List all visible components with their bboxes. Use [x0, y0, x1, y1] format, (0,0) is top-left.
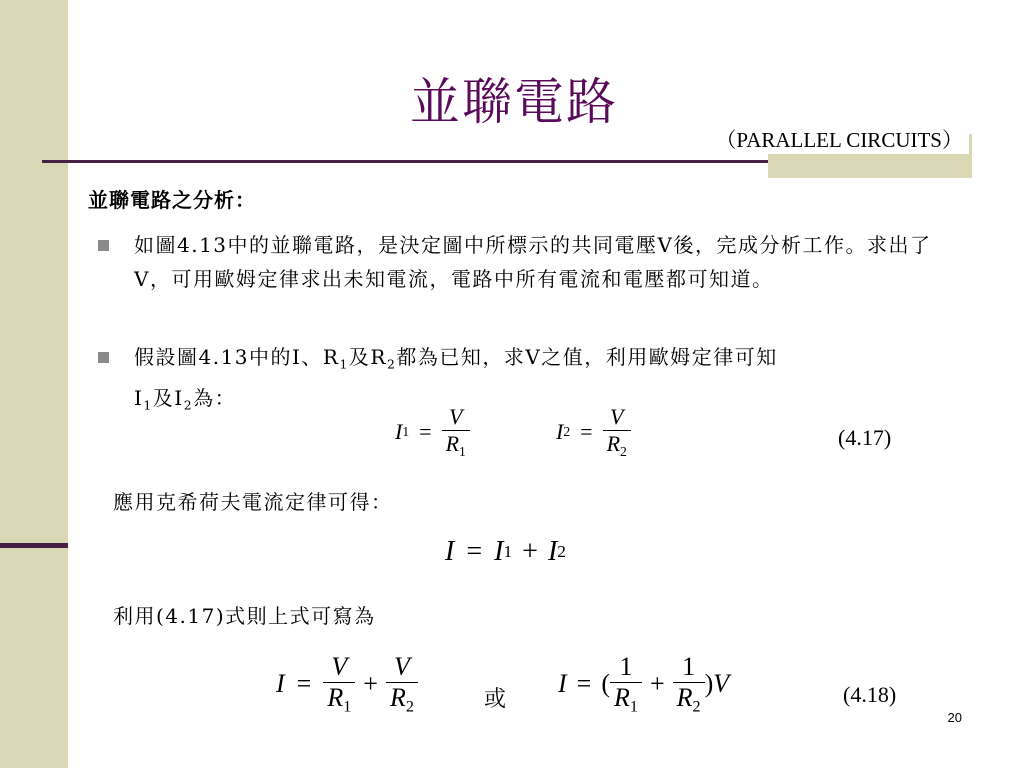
slide-subtitle: （PARALLEL CIRCUITS） — [709, 124, 969, 154]
equation-number-4-18: (4.18) — [843, 682, 897, 707]
equation-4-18-left: I = $\frac{V}{R_1}$ + $\frac{V}{R_2}$ — [276, 652, 418, 717]
equation-4-18-right: I = ( $\frac{1}{R_1}$ + $\frac{1}{R_2}$ ) V — [558, 652, 730, 716]
rewrite-description: 利用(4.17)式則上式可寫為 — [113, 604, 376, 628]
bullet-text: 如圖4.13中的並聯電路，是決定圖中所標示的共同電壓V後，完成分析工作。求出了V，可用歐姆定律求出未知電流，電路中所有電流和電壓都可知道。 — [134, 233, 932, 291]
section-heading: 並聯電路之分析： — [88, 188, 256, 212]
slide-number: 20 — [947, 710, 962, 725]
bullet-item-2 — [98, 340, 958, 423]
slide-title: 並聯電路 — [410, 73, 618, 131]
kcl-description: 應用克希荷夫電流定律可得： — [113, 490, 393, 514]
equation-4-17-left: I 1 = $\frac{V}{R_1}$ — [395, 404, 470, 460]
bullet-marker — [98, 240, 109, 251]
bullet-item-1 — [98, 228, 958, 296]
equation-number-4-17: (4.17) — [838, 425, 892, 450]
kcl-equation: I = I 1 + I 2 — [445, 536, 566, 567]
decorative-side-band — [0, 0, 68, 768]
decorative-side-rule — [0, 543, 68, 548]
bullet-marker — [98, 352, 109, 363]
bullet-text: 假設圖4.13中的I、$R_1$及$R_2$都為已知，求V之值，利用歐姆定律可知 $I_1$及$I_2$為： — [134, 345, 778, 413]
equation-4-17-right: I 2 = $\frac{V}{R_2}$ — [556, 404, 631, 460]
or-text: 或 — [484, 687, 508, 712]
